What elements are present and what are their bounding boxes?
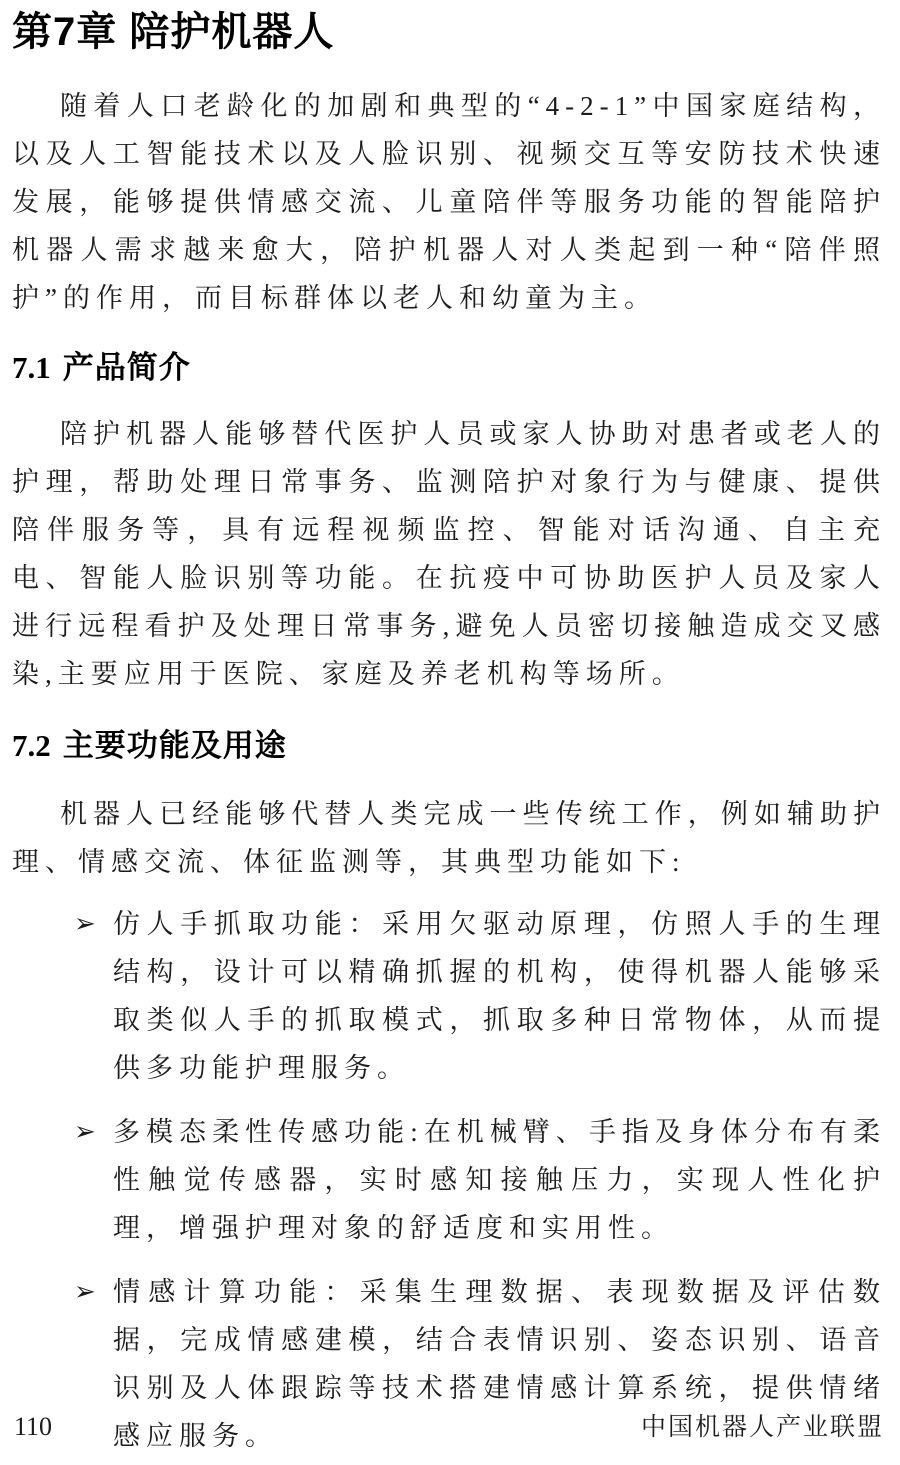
section-7-1-body: 陪护机器人能够替代医护人员或家人协助对患者或老人的护理，帮助处理日常事务、监测陪护对象行为与健康、提供陪伴服务等，具有远程视频监控、智能对话沟通、自主充电、智能人脸识别等功能。在抗疫中可协助医护人员及家人进行远程看护及处理日常事务,避免人员密切接触造成交叉感染,主要应用于医院、家庭及养老机构等场所。	[12, 419, 886, 689]
footer-organization: 中国机器人产业联盟	[640, 1414, 884, 1441]
section-7-2-heading	[12, 726, 886, 766]
section-7-2-title: 主要功能及用途	[62, 728, 287, 763]
section-7-1-heading	[12, 348, 886, 388]
section-7-2-number: 7.2	[12, 728, 51, 763]
bullet-item-grasping	[12, 900, 886, 1092]
feature-bullet-list	[12, 900, 886, 1460]
section-7-1-title: 产品简介	[62, 350, 191, 385]
page-footer	[14, 1407, 884, 1443]
section-7-2-body: 机器人已经能够代替人类完成一些传统工作，例如辅助护理、情感交流、体征监测等，其典型功能如下:	[12, 799, 886, 877]
bullet-text-affective: 情感计算功能：采集生理数据、表现数据及评估数据，完成情感建模，结合表情识别、姿态识别、语音识别及人体跟踪等技术搭建情感计算系统，提供情绪感应服务。	[113, 1277, 886, 1451]
bullet-arrow-icon: ➢	[74, 909, 96, 939]
page-number: 110	[14, 1412, 53, 1441]
intro-paragraph: 随着人口老龄化的加剧和典型的“4-2-1”中国家庭结构，以及人工智能技术以及人脸识别、视频交互等安防技术快速发展，能够提供情感交流、儿童陪伴等服务功能的智能陪护机器人需求越来愈大，陪护机器人对人类起到一种“陪伴照护”的作用，而目标群体以老人和幼童为主。	[12, 91, 886, 313]
bullet-item-sensing	[12, 1108, 886, 1252]
bullet-arrow-icon: ➢	[74, 1277, 96, 1307]
bullet-text-sensing: 多模态柔性传感功能:在机械臂、手指及身体分布有柔性触觉传感器，实时感知接触压力，实现人性化护理，增强护理对象的舒适度和实用性。	[113, 1117, 886, 1243]
bullet-text-grasping: 仿人手抓取功能：采用欠驱动原理，仿照人手的生理结构，设计可以精确抓握的机构，使得机器人能够采取类似人手的抓取模式，抓取多种日常物体，从而提供多功能护理服务。	[113, 909, 886, 1083]
chapter-title: 第7章 陪护机器人	[12, 10, 335, 54]
section-7-1-number: 7.1	[12, 350, 51, 385]
bullet-arrow-icon: ➢	[74, 1117, 96, 1147]
